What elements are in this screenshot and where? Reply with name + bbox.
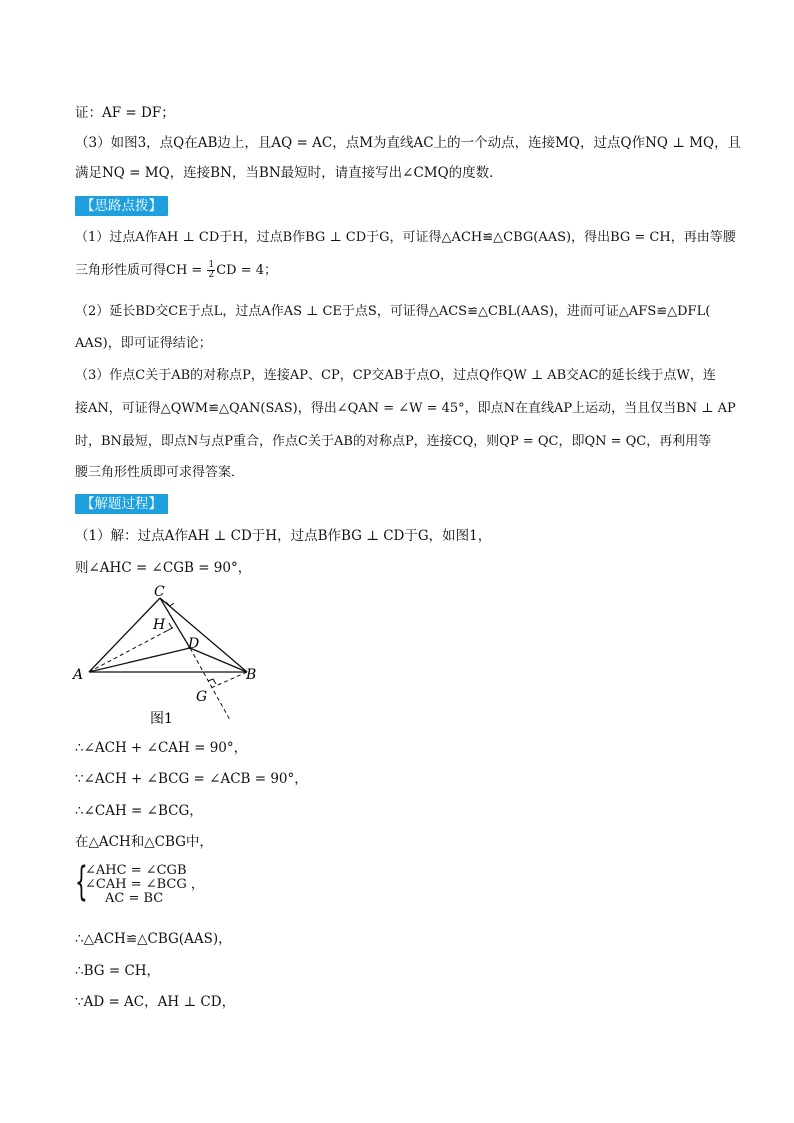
text-line: 接AN，可证得△QWM≌△QAN(SAS)，得出∠QAN = ∠W = 45°，即点N在直线AP上运动，当且仅当BN ⊥ AP — [75, 401, 736, 416]
label-g: G — [196, 689, 208, 705]
label-a: A — [73, 667, 84, 683]
text-line — [75, 261, 277, 281]
text-line: 则∠AHC = ∠CGB = 90°， — [75, 560, 252, 576]
section-tag-solution: 【解题过程】 — [75, 494, 168, 514]
segment-bg-dashed — [211, 672, 247, 688]
text-line: 证：AF = DF； — [75, 105, 175, 121]
text-line: ∵∠ACH + ∠BCG = ∠ACB = 90°， — [75, 771, 308, 787]
text-line: （3）作点C关于AB的对称点P，连接AP、CP，CP交AB于点O，过点Q作QW ⊥ AB交AC的延长线于点W，连 — [75, 368, 716, 383]
text-line: 腰三角形性质即可求得答案． — [75, 465, 245, 480]
segment-ah-dashed — [89, 627, 174, 672]
figure-1 — [70, 580, 270, 730]
label-d: D — [188, 636, 200, 652]
figure-caption: 图1 — [150, 711, 173, 727]
text-segment: 三角形性质可得CH = — [75, 263, 207, 278]
text-line: 满足NQ = MQ，连接BN，当BN最短时，请直接写出∠CMQ的度数． — [75, 165, 503, 181]
right-angle-mark-g — [208, 679, 216, 684]
label-b: B — [246, 667, 257, 683]
extension-cd-dashed — [190, 648, 230, 720]
text-line: （3）如图3，点Q在AB边上，且AQ = AC，点M为直线AC上的一个动点，连接MQ，过点Q作NQ ⊥ MQ，且 — [75, 135, 742, 151]
text-segment: CD = 4； — [216, 263, 277, 278]
segment-cb — [160, 598, 247, 672]
brace-glyph: { — [75, 859, 88, 905]
fraction — [207, 261, 215, 280]
text-line: （1）过点A作AH ⊥ CD于H，过点B作BG ⊥ CD于G，可证得△ACH≌△CBG(AAS)，得出BG = CH，再由等腰 — [75, 230, 736, 245]
section-tag-hint: 【思路点拨】 — [75, 196, 168, 216]
text-line: ∴∠CAH = ∠BCG， — [75, 803, 203, 819]
fraction-numerator: 1 — [208, 260, 215, 270]
text-line: ∴△ACH≌△CBG(AAS)， — [75, 931, 232, 947]
right-angle-mark-h — [167, 623, 172, 631]
system-row: ∠CAH = ∠BCG ， — [85, 877, 204, 892]
segment-ac — [89, 598, 160, 672]
text-line: ∴∠ACH + ∠CAH = 90°， — [75, 740, 248, 756]
text-line: AAS)，即可证得结论； — [75, 336, 212, 351]
text-line: （2）延长BD交CE于点L，过点A作AS ⊥ CE于点S，可证得△ACS≌△CBL(AAS)，进而可证△AFS≌△DFL( — [75, 304, 711, 319]
label-c: C — [154, 584, 165, 600]
system-row: ∠AHC = ∠CGB — [85, 863, 187, 878]
system-row: AC = BC — [105, 891, 164, 906]
text-line: （1）解：过点A作AH ⊥ CD于H，过点B作BG ⊥ CD于G，如图1， — [75, 528, 492, 544]
text-line: 时，BN最短，即点N与点P重合，作点C关于AB的对称点P，连接CQ，则QP = QC，即QN = QC，再利用等 — [75, 434, 712, 449]
text-line: ∵AD = AC，AH ⊥ CD， — [75, 994, 236, 1010]
label-h: H — [153, 617, 166, 633]
text-line: 在△ACH和△CBG中， — [75, 834, 213, 850]
segment-ad — [89, 648, 190, 672]
text-line: ∴BG = CH， — [75, 963, 161, 979]
fraction-denominator: 2 — [208, 270, 215, 280]
